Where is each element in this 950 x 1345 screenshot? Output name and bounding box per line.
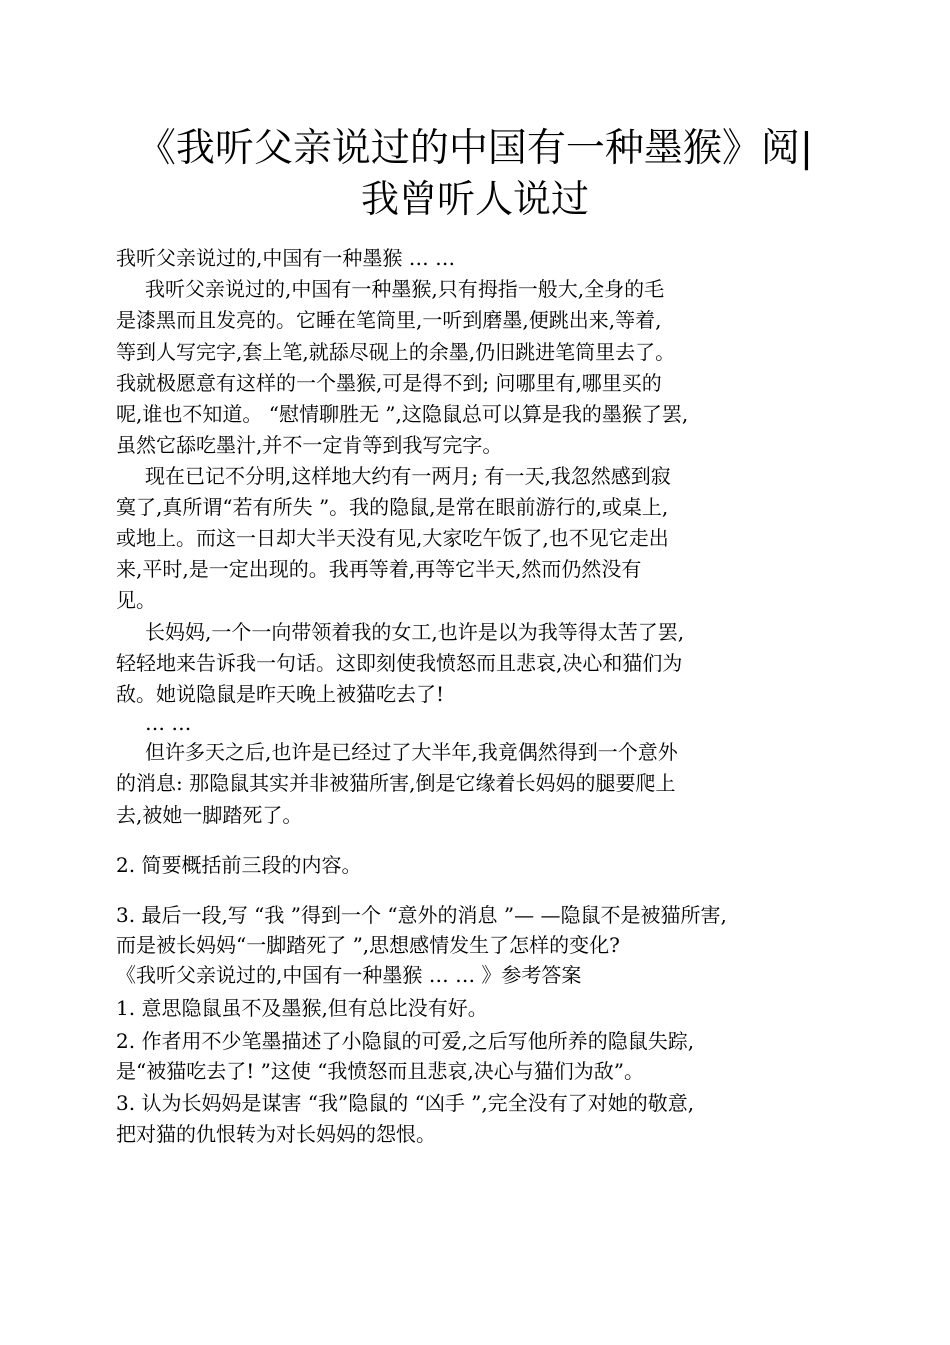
passage-text-line: 来,平时,是一定出现的。我再等着,再等它半天,然而仍然没有: [116, 557, 642, 581]
passage-text-line: 虽然它舔吃墨汁,并不一定肯等到我写完字。: [116, 433, 503, 457]
passage-text-line: 现在已记不分明,这样地大约有一两月; 有一天,我忽然感到寂: [145, 464, 671, 488]
document-title-line-2: 我曾听人说过: [360, 177, 589, 221]
question-3-line-1: 3. 最后一段,写 “我 ”得到一个 “意外的消息 ”— —隐鼠不是被猫所害,: [116, 903, 727, 927]
question-2: 2. 简要概括前三段的内容。: [116, 853, 362, 877]
passage-text-line: 去,被她一脚踏死了。: [116, 803, 303, 827]
passage-ellipsis: … …: [145, 711, 192, 735]
passage-text-line: 长妈妈,一个一向带领着我的女工,也许是以为我等得太苦了罢,: [145, 620, 685, 644]
passage-text-line: 等到人写完字,套上笔,就舔尽砚上的余墨,仍旧跳进笔筒里去了。: [116, 340, 676, 364]
answer-2-line-1: 2. 作者用不少笔墨描述了小隐鼠的可爱,之后写他所养的隐鼠失踪,: [116, 1029, 695, 1053]
passage-text-line: 但许多天之后,也许是已经过了大半年,我竟偶然得到一个意外: [145, 740, 678, 764]
answer-3-line-1: 3. 认为长妈妈是谋害 “我”隐鼠的 “凶手 ”,完全没有了对她的敬意,: [116, 1091, 695, 1115]
answer-2-line-2: 是“被猫吃去了! ”这使 “我愤怒而且悲哀,决心与猫们为敌”。: [116, 1059, 645, 1083]
passage-text-line: 敌。她说隐鼠是昨天晚上被猫吃去了!: [116, 682, 445, 706]
passage-text-line: 或地上。而这一日却大半天没有见,大家吃午饭了,也不见它走出: [116, 526, 669, 550]
passage-text-line: 轻轻地来告诉我一句话。这即刻使我愤怒而且悲哀,决心和猫们为: [116, 651, 683, 675]
passage-text-line: 的消息: 那隐鼠其实并非被猫所害,倒是它缘着长妈妈的腿要爬上: [116, 771, 676, 795]
answer-heading: 《我听父亲说过的,中国有一种墨猴 … … 》参考答案: [116, 963, 582, 987]
passage-text-line: 是漆黑而且发亮的。它睡在笔筒里,一听到磨墨,便跳出来,等着,: [116, 308, 662, 332]
passage-heading: 我听父亲说过的,中国有一种墨猴 … …: [116, 246, 456, 270]
answer-3-line-2: 把对猫的仇恨转为对长妈妈的怨恨。: [116, 1122, 436, 1146]
passage-text-line: 见。: [116, 588, 156, 612]
question-3-line-2: 而是被长妈妈“一脚踏死了 ”,思想感情发生了怎样的变化?: [116, 933, 620, 957]
passage-text-line: 我听父亲说过的,中国有一种墨猴,只有拇指一般大,全身的毛: [145, 277, 665, 301]
passage-text-line: 寞了,真所谓“若有所失 ”。我的隐鼠,是常在眼前游行的,或桌上,: [116, 495, 669, 519]
passage-text-line: 我就极愿意有这样的一个墨猴,可是得不到; 问哪里有,哪里买的: [116, 371, 662, 395]
document-title-line-1: 《我听父亲说过的中国有一种墨猴》阅|: [136, 126, 814, 171]
answer-1: 1. 意思隐鼠虽不及墨猴,但有总比没有好。: [116, 996, 488, 1020]
passage-text-line: 呢,谁也不知道。 “慰情聊胜无 ”,这隐鼠总可以算是我的墨猴了罢,: [116, 402, 689, 426]
